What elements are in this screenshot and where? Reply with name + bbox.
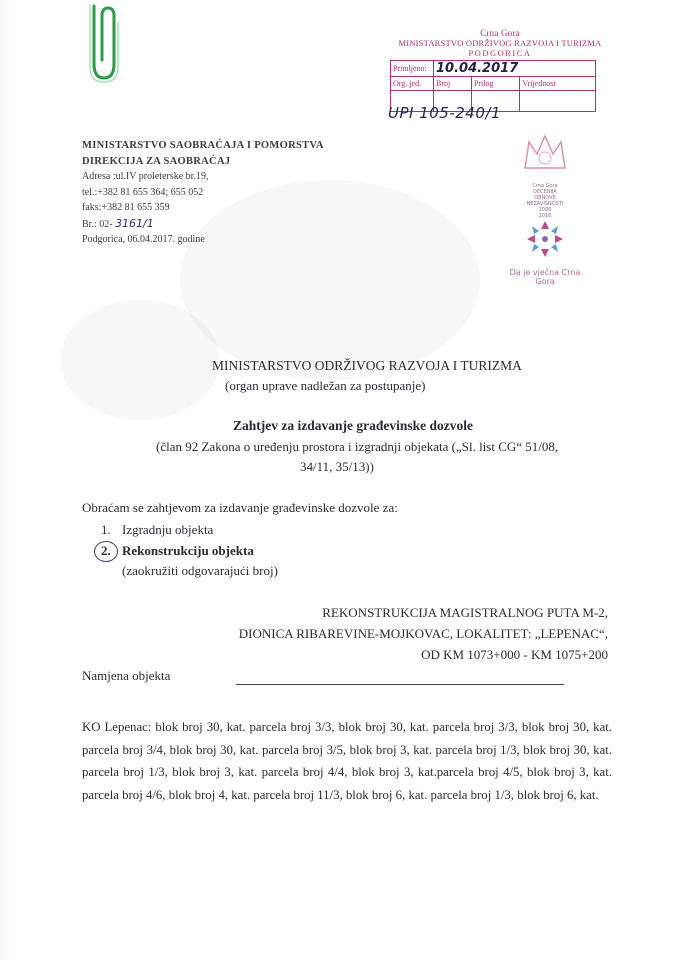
recipient-note: (organ uprave nadležan za postupanje) [225,378,426,393]
project-line-1: REKONSTRUKCIJA MAGISTRALNOG PUTA M-2, [322,605,608,620]
logo-line: DECENIJA [533,189,557,195]
independence-logo [500,128,590,286]
option-1-text: Izgradnju objekta [122,522,214,537]
option-1-number: 1. [101,522,111,537]
sender-place-date: Podgorica, 06.04.2017. godine [82,234,205,245]
number-handwritten: 3161/1 [115,216,154,230]
recipient-name: MINISTARSTVO ODRŽIVOG RAZVOJA I TURIZMA [212,358,522,373]
option-hint: (zaokružiti odgovarajući broj) [122,563,278,578]
stamp-col-value: Vrijednost [520,77,596,91]
sender-address: Adresa :ul.IV proleterske br.19, [82,171,209,182]
logo-line: 2006 [538,207,552,213]
request-title: Zahtjev za izdavanje građevinske dozvole [233,418,473,433]
sender-number [82,216,324,233]
stamp-col-org: Org. jed. [391,77,434,91]
paperclip-icon [82,2,122,84]
logo-line: Crna Gora [532,183,558,189]
logo-line: NEZAVISNOSTI [526,201,564,207]
stamp-col-number: Broj [434,77,472,91]
number-prefix: Br.: 02- [82,218,113,230]
stamp-reference-number: UPI 105-240/1 [388,104,501,122]
sender-ministry: MINISTARSTVO SAOBRAĆAJA I POMORSTVA [82,140,324,151]
project-line-2: DIONICA RIBAREVINE-MOJKOVAC, LOKALITET: „LEPENAC“, [238,626,608,641]
stamp-ministry: MINISTARSTVO ODRŽIVOG RAZVOJA I TURIZMA [398,38,602,48]
parcel-list-paragraph: KO Lepenac: blok broj 30, kat. parcela broj 3/3, blok broj 30, kat. parcela broj 3/3, blok broj 30, kat. parcela broj 3/4, blok broj 30, kat. parcela broj 3/5, blok broj 3, kat. parcela broj 1/3, blok broj 30, kat. parcela broj 1/3, blok broj 3, kat. parcela broj 4/4, blok broj 3, kat.parcela broj 4/5, blok broj 3, kat. parcela broj 4/6, blok broj 4, kat. parcela broj 11/3, blok broj 6, kat. parcela broj 1/3, blok broj 6, kat. [82,720,612,802]
stamp-city: PODGORICA [468,48,532,58]
logo-line: 2016 [538,213,552,219]
stamp-col-attachment: Prilog [471,77,519,91]
crown-emblem-icon [515,128,575,178]
snowflake-emblem-icon [523,219,567,259]
stamp-country: Crna Gora [480,28,520,38]
request-legal-basis: (član 92 Zakona o uređenju prostora i izgradnji objekata („Sl. list CG“ 51/08, [156,439,559,454]
logo-line: OBNOVE [534,195,556,201]
registry-stamp [384,28,616,112]
purpose-blank-line [236,684,564,685]
stamp-received-date: 10.04.2017 [434,61,596,77]
logo-tagline: Da je vječna Crna Gora [509,268,581,286]
request-intro: Obraćam se zahtjevom za izdavanje građevinske dozvole za: [82,500,398,515]
sender-phone: tel.:+382 81 655 364; 655 052 [82,186,204,198]
sender-fax: faks:+382 81 655 359 [82,202,170,213]
stamp-received-label: Primljeno: [391,61,434,77]
option-2-text: Rekonstrukciju objekta [122,543,254,558]
sender-letterhead [82,138,324,248]
project-line-3: OD KM 1073+000 - KM 1075+200 [421,647,608,662]
sender-directorate: DIREKCIJA ZA SAOBRAĆAJ [82,155,231,167]
purpose-label: Namjena objekta [82,668,171,683]
request-legal-basis-cont: 34/11, 35/13)) [300,459,374,474]
option-2-number: 2. [101,543,111,558]
